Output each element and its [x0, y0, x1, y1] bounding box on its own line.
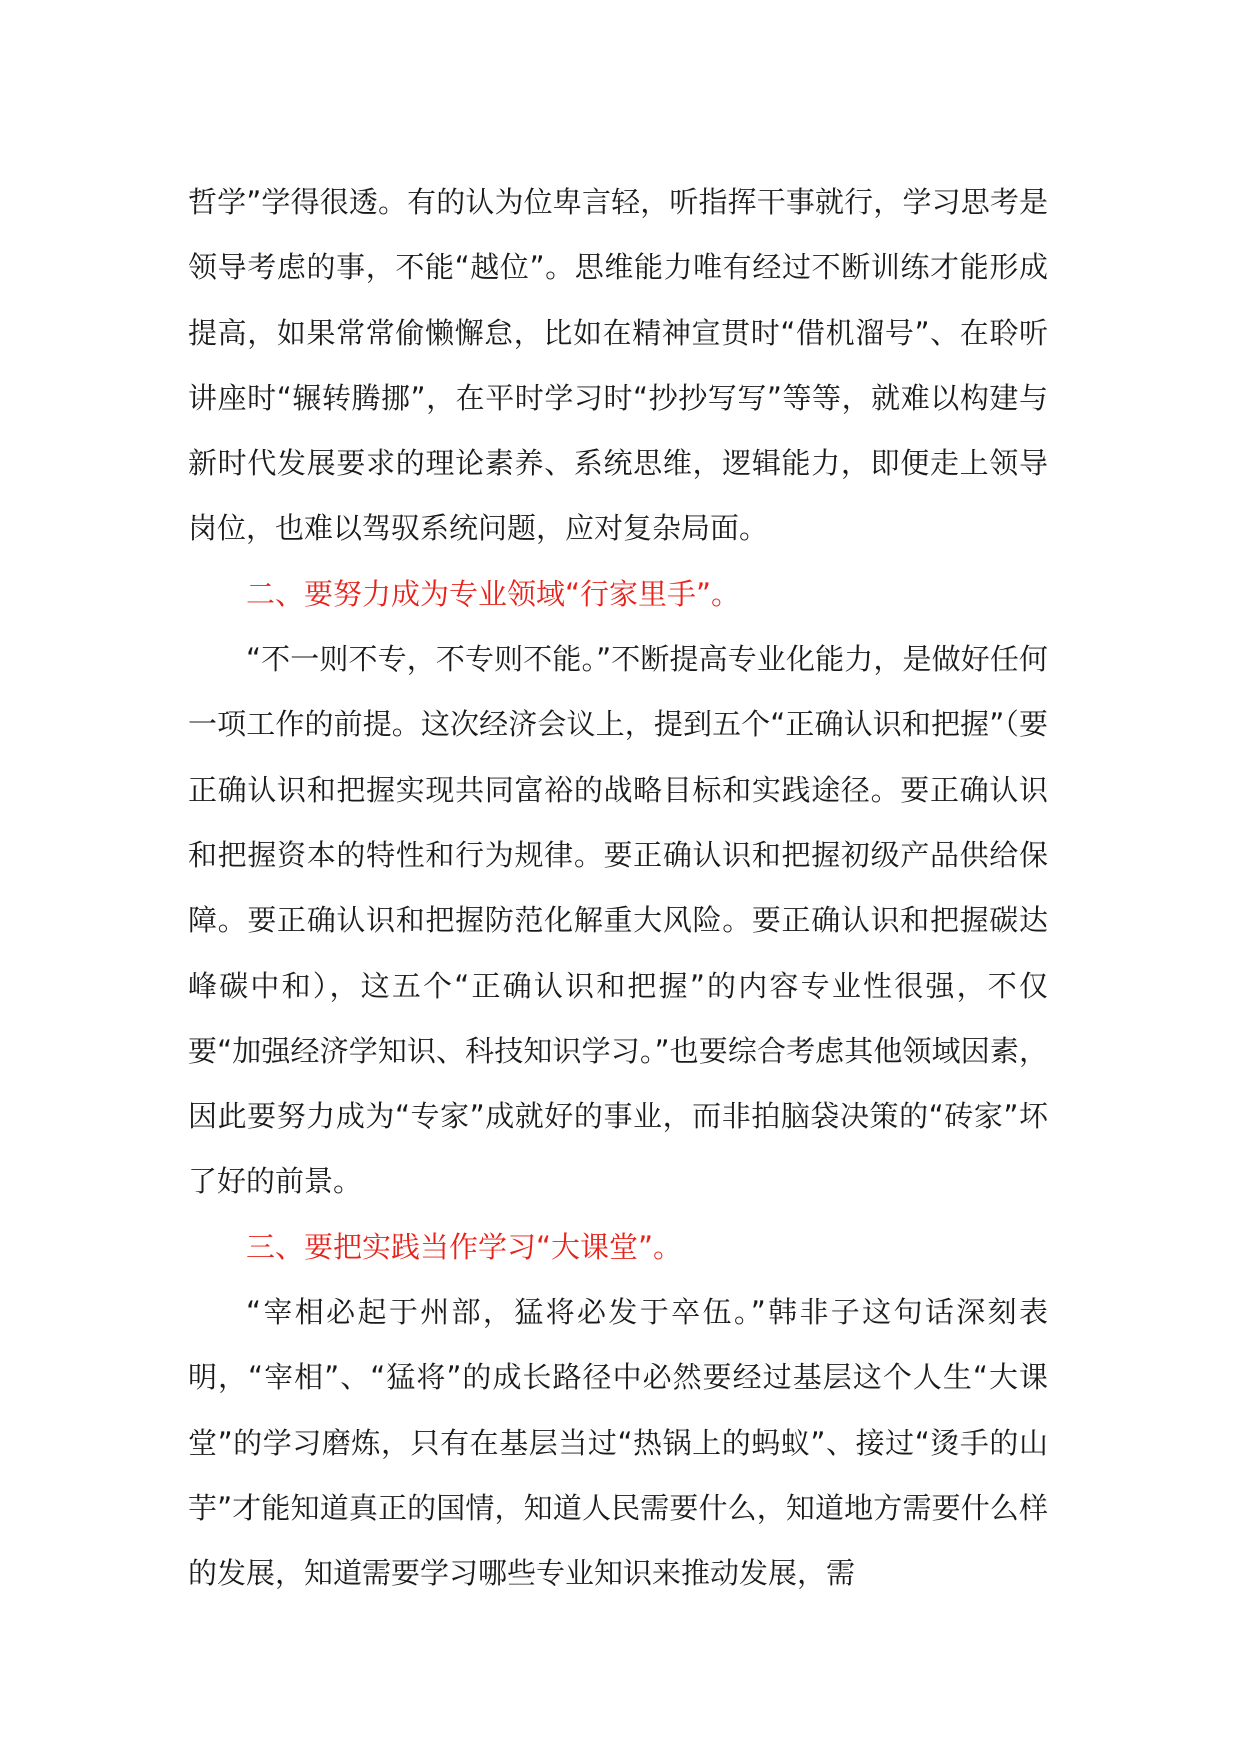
body-paragraph-2: “不一则不专，不专则不能。”不断提高专业化能力，是做好任何一项工作的前提。这次经济会议上，提到五个“正确认识和把握”（要正确认识和把握实现共同富裕的战略目标和实践途径。要正确认识和把握资本的特性和行为规律。要正确认识和把握初级产品供给保障。要正确认识和把握防范化解重大风险。要正确认识和把握碳达峰碳中和），这五个“正确认识和把握”的内容专业性很强，不仅要“加强经济学知识、科技知识学习。”也要综合考虑其他领域因素，因此要努力成为“专家”成就好的事业，而非拍脑袋决策的“砖家”坏了好的前景。 [188, 642, 1048, 1199]
document-body [188, 170, 1048, 1607]
section-heading-3: 三、要把实践当作学习“大课堂”。 [246, 1229, 683, 1264]
section-heading-2: 二、要努力成为专业领域“行家里手”。 [246, 576, 741, 611]
body-paragraph-1: 哲学”学得很透。有的认为位卑言轻，听指挥干事就行，学习思考是领导考虑的事，不能“越位”。思维能力唯有经过不断训练才能形成提高，如果常常偷懒懈怠，比如在精神宣贯时“借机溜号”、在聆听讲座时“辗转腾挪”，在平时学习时“抄抄写写”等等，就难以构建与新时代发展要求的理论素养、系统思维，逻辑能力，即便走上领导岗位，也难以驾驭系统问题，应对复杂局面。 [188, 185, 1048, 546]
body-paragraph-3: “宰相必起于州部，猛将必发于卒伍。”韩非子这句话深刻表明，“宰相”、“猛将”的成长路径中必然要经过基层这个人生“大课堂”的学习磨炼，只有在基层当过“热锅上的蚂蚁”、接过“烫手的山芋”才能知道真正的国情，知道人民需要什么，知道地方需要什么样的发展，知道需要学习哪些专业知识来推动发展，需 [188, 1295, 1048, 1591]
